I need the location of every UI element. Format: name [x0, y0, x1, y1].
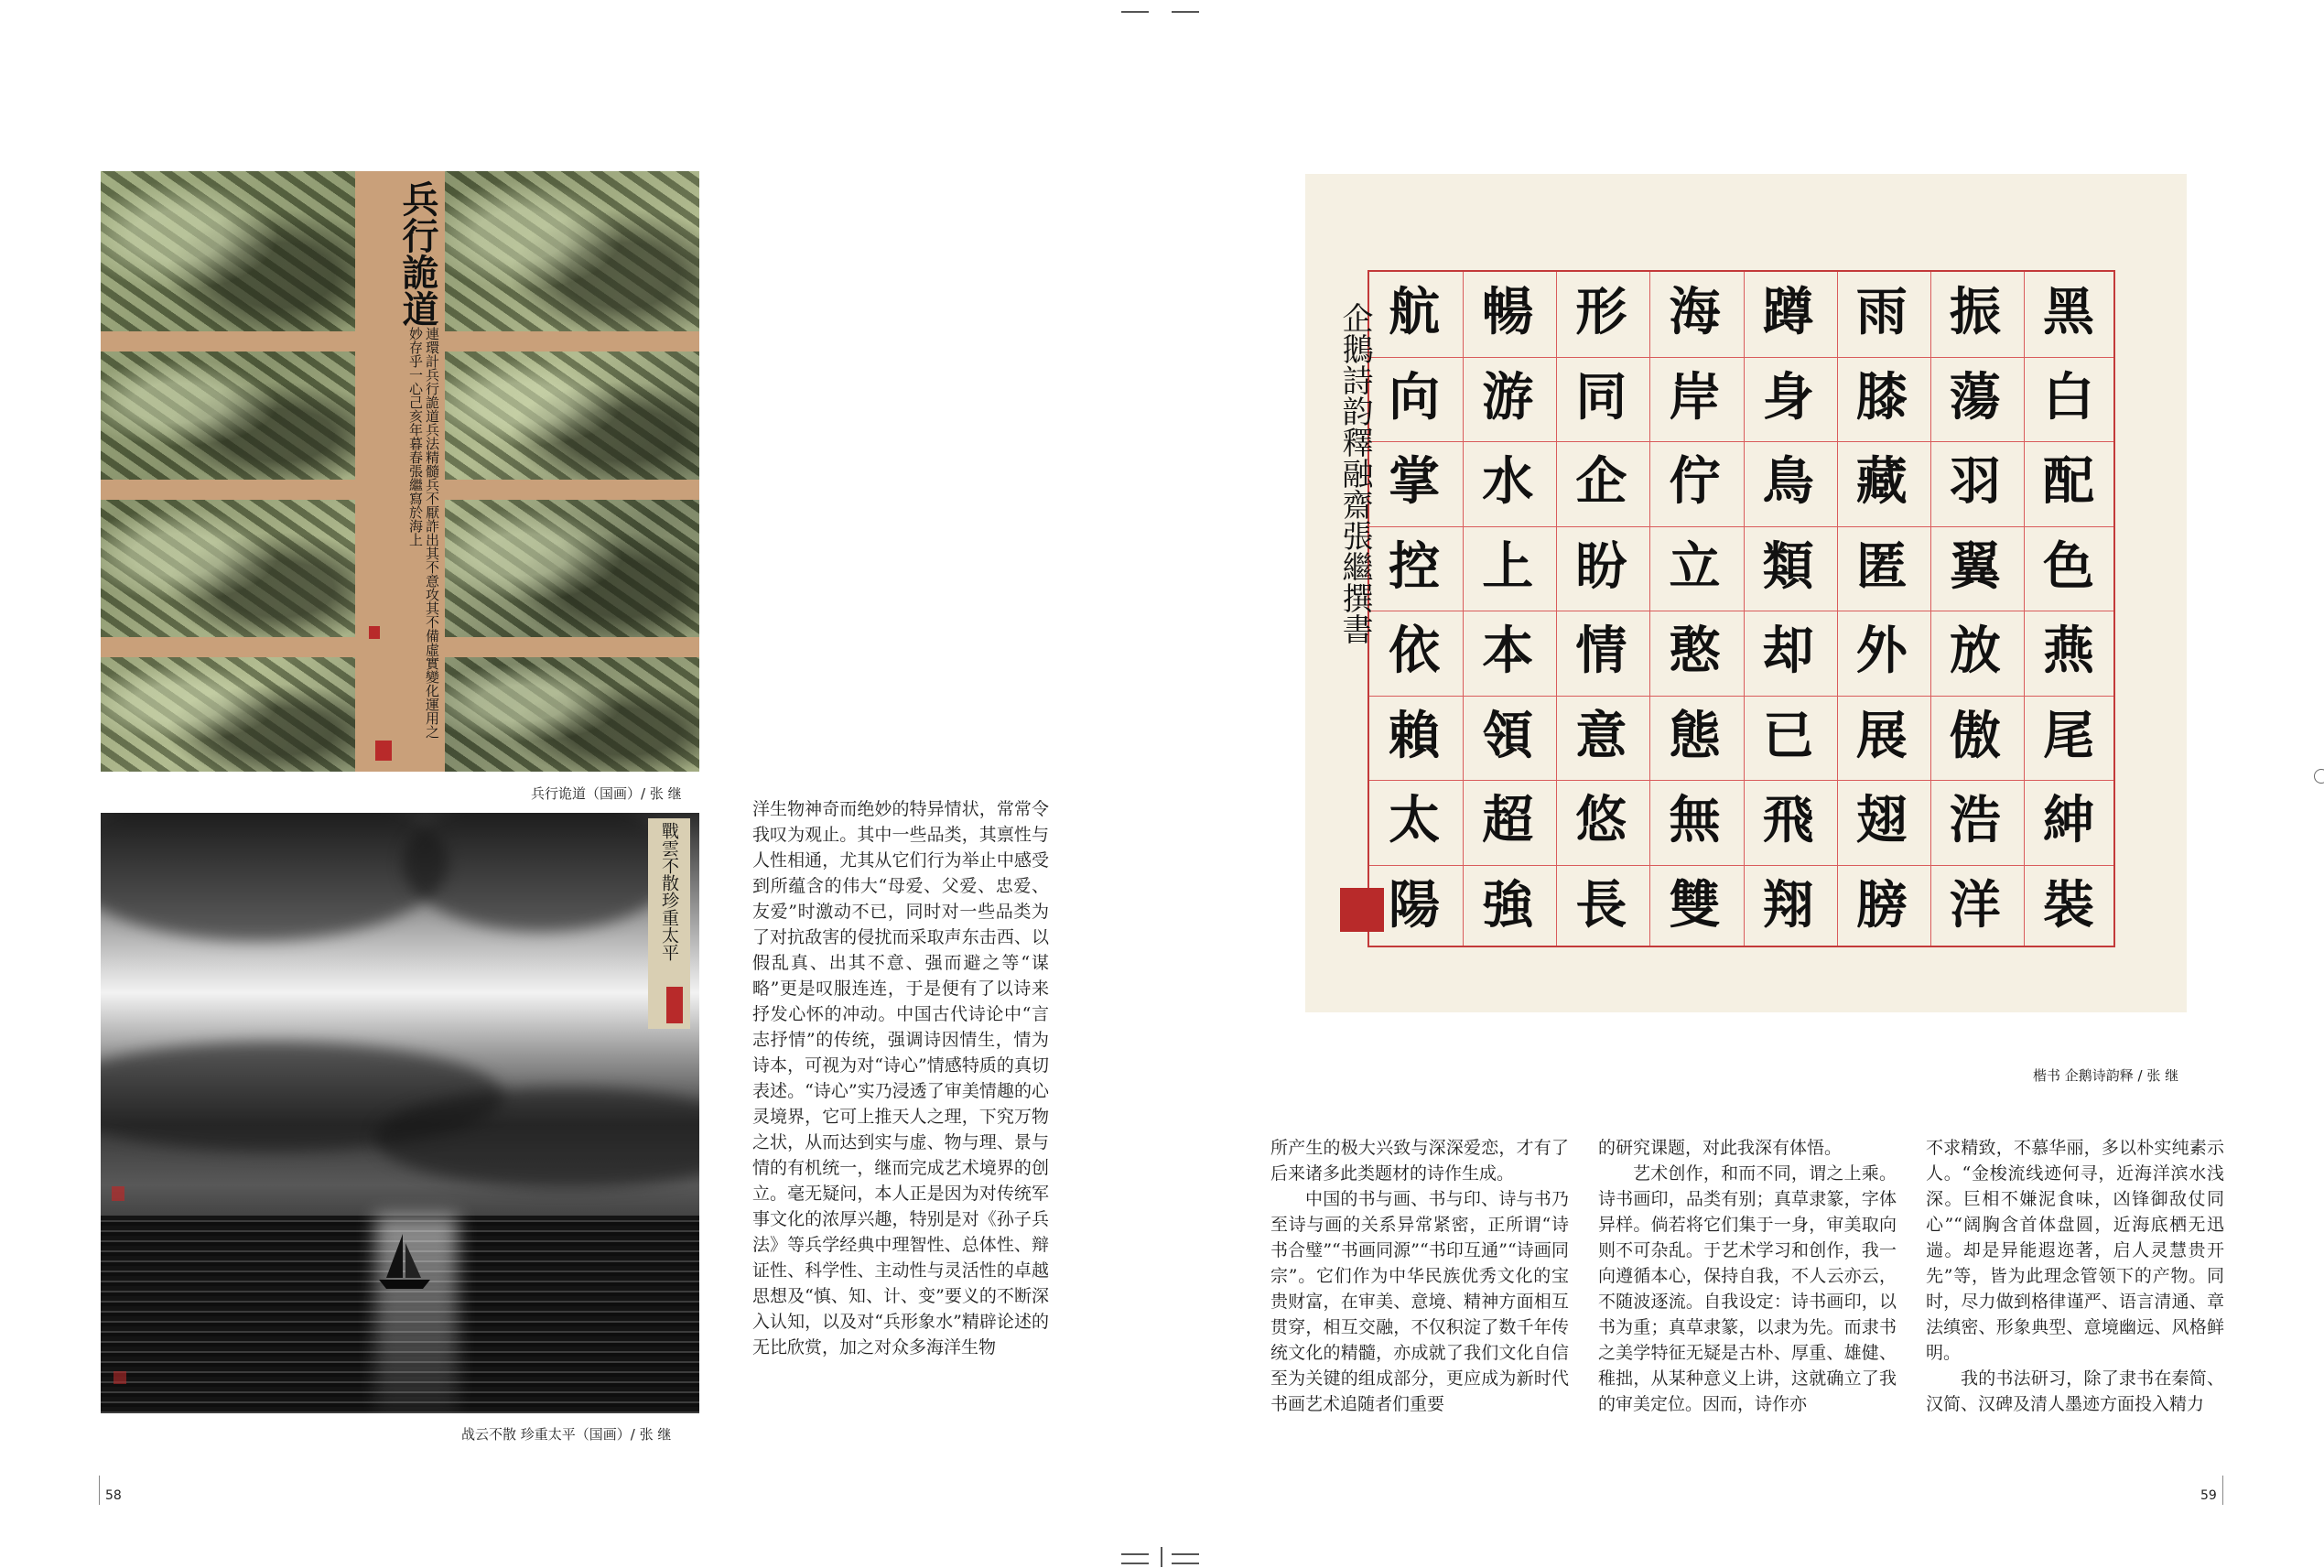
calligraphy-char: 悠 — [1575, 790, 1627, 851]
calligraphy-char: 黑 — [2042, 282, 2094, 343]
calligraphy-char: 外 — [1855, 621, 1908, 682]
red-seal — [1340, 888, 1384, 932]
red-seal — [113, 1371, 126, 1384]
page-margin-mark — [2222, 1476, 2223, 1505]
grid-line — [1744, 272, 1745, 946]
calligraphy-char: 依 — [1389, 621, 1441, 682]
calligraphy-char: 憨 — [1669, 621, 1721, 682]
calligraphy-char: 暢 — [1482, 282, 1534, 343]
crop-mark — [1172, 1563, 1199, 1564]
octopus-tile — [101, 657, 355, 772]
calligraphy-char: 游 — [1482, 366, 1534, 427]
calligraphy-artwork — [1305, 174, 2187, 1012]
calligraphy-char: 羽 — [1949, 451, 2001, 513]
red-seal — [369, 626, 380, 639]
calligraphy-char: 控 — [1389, 535, 1441, 597]
calligraphy-char: 雙 — [1669, 874, 1721, 935]
octopus-tile — [445, 171, 699, 331]
crop-mark — [1172, 11, 1199, 13]
calligraphy-char: 浩 — [1949, 790, 2001, 851]
calligraphy-char: 膝 — [1855, 366, 1908, 427]
crop-mark — [1121, 1553, 1149, 1555]
grid-line — [1930, 272, 1931, 946]
calligraphy-char: 強 — [1482, 874, 1534, 935]
calligraphy-char: 紳 — [2042, 790, 2094, 851]
calligraphy-char: 長 — [1575, 874, 1627, 935]
red-seal — [666, 987, 683, 1023]
calligraphy-char: 佇 — [1669, 451, 1721, 513]
right-text-column-1 — [1270, 1135, 1569, 1417]
calligraphy-char: 翼 — [1949, 535, 2001, 597]
octopus-tile — [445, 351, 699, 480]
body-paragraph: 我的书法研习，除了隶书在秦简、汉简、汉碑及清人墨迹方面投入精力 — [1926, 1368, 2224, 1414]
painting-bingxing-guidao — [101, 171, 699, 772]
octopus-tile — [101, 351, 355, 480]
red-seal — [112, 1186, 124, 1201]
calligraphy-char: 傲 — [1949, 705, 2001, 766]
calligraphy-char: 色 — [2042, 535, 2094, 597]
calligraphy-char: 飛 — [1762, 790, 1814, 851]
calligraphy-char: 太 — [1389, 790, 1441, 851]
grid-line — [1649, 272, 1650, 946]
calligraphy-char: 已 — [1762, 705, 1814, 766]
grid-line — [1463, 272, 1464, 946]
painting-zhanyun-busan — [101, 813, 699, 1413]
body-paragraph: 中国的书与画、书与印、诗与书乃至诗与画的关系异常紧密，正所谓“诗书合璧”“书画同源”“书印互通”“诗画同宗”。它们作为中华民族优秀文化的宝贵财富，在审美、意境、精神方面相互贯穿，相互交融，不仅积淀了数千年传统文化的精髓，亦成就了我们文化自信至为关键的组成部分，更应成为新时代书画艺术追随者们重要 — [1270, 1189, 1569, 1414]
calligraphy-char: 身 — [1762, 366, 1814, 427]
calligraphy-char: 形 — [1575, 282, 1627, 343]
sailboat-icon — [375, 1230, 434, 1303]
calligraphy-char: 岸 — [1669, 366, 1721, 427]
body-paragraph: 的研究课题，对此我深有体悟。 — [1598, 1138, 1843, 1158]
calligraphy-char: 盼 — [1575, 535, 1627, 597]
right-text-column-3 — [1926, 1135, 2224, 1417]
calligraphy-char: 雨 — [1855, 282, 1908, 343]
calligraphy-char: 膀 — [1855, 874, 1908, 935]
crop-mark — [1121, 1563, 1149, 1564]
page-number-left: 58 — [105, 1488, 122, 1503]
calligraphy-char: 翔 — [1762, 874, 1814, 935]
body-paragraph: 洋生物神奇而绝妙的特异情状，常常令我叹为观止。其中一些品类，其禀性与人性相通，尤其从它们行为举止中感受到所蕴含的伟大“母爱、父爱、忠爱、友爱”时激动不已，同时对一些品类为了对抗敌害的侵扰而采取声东击西、以假乱真、出其不意、强而避之等“谋略”更是叹服连连，于是便有了以诗来抒发心怀的冲动。中国古代诗论中“言志抒情”的传统，强调诗因情生，情为诗本，可视为对“诗心”情感特质的真切表述。“诗心”实乃浸透了审美情趣的心灵境界，它可上推天人之理，下究万物之状，从而达到实与虚、物与理、景与情的有机统一，继而完成艺术境界的创立。毫无疑问，本人正是因为对传统军事文化的浓厚兴趣，特别是对《孙子兵法》等兵学经典中理智性、总体性、辩证性、科学性、主动性与灵活性的卓越思想及“慎、知、计、变”要义的不断深入认知，以及对“兵形象水”精辟论述的无比欣赏，加之对众多海洋生物 — [752, 799, 1049, 1357]
crop-mark — [1121, 11, 1149, 13]
calligraphy-char: 洋 — [1949, 874, 2001, 935]
octopus-tile — [445, 657, 699, 772]
calligraphy-char: 裝 — [2042, 874, 2094, 935]
crop-mark — [1161, 1547, 1162, 1567]
page-margin-mark — [99, 1476, 100, 1505]
registration-mark — [2314, 769, 2324, 784]
grid-line — [1556, 272, 1557, 946]
calligraphy-char: 向 — [1389, 366, 1441, 427]
calligraphy-char: 匿 — [1855, 535, 1908, 597]
octopus-tile — [101, 500, 355, 637]
octopus-tile — [101, 171, 355, 331]
calligraphy-char: 上 — [1482, 535, 1534, 597]
calligraphy-char: 情 — [1575, 621, 1627, 682]
octopus-tile — [445, 500, 699, 637]
right-text-column-2 — [1598, 1135, 1897, 1417]
crop-mark — [1172, 1553, 1199, 1555]
calligraphy-char: 同 — [1575, 366, 1627, 427]
red-seal — [375, 741, 392, 761]
calligraphy-char: 藏 — [1855, 451, 1908, 513]
calligraphy-char: 却 — [1762, 621, 1814, 682]
grid-line — [1837, 272, 1838, 946]
calligraphy-char: 蹲 — [1762, 282, 1814, 343]
calligraphy-char: 放 — [1949, 621, 2001, 682]
calligraphy-char: 白 — [2042, 366, 2094, 427]
calligraphy-char: 意 — [1575, 705, 1627, 766]
body-paragraph: 艺术创作，和而不同，谓之上乘。诗书画印，品类有别；真草隶篆，字体异样。倘若将它们集于一身，审美取向则不可杂乱。于艺术学习和创作，我一向遵循本心，保持自我，不人云亦云，不随波逐流。自我设定：诗书画印，以书为重；真草隶篆，以隶为先。而隶书之美学特征无疑是古朴、厚重、雄健、稚拙，从某种意义上讲，这就确立了我的审美定位。因而，诗作亦 — [1598, 1163, 1897, 1414]
calligraphy-char: 航 — [1389, 282, 1441, 343]
painting2-inscription: 戰雲不散珍重太平 — [648, 818, 690, 1029]
left-text-column — [752, 796, 1049, 1360]
body-paragraph: 不求精致，不慕华丽，多以朴实纯素示人。“金梭流线迹何寻，近海洋滨水浅深。巨相不嫌泥食味，凶锋御敌仗同心”“阔胸含首体盘圆，近海底栖无迅遄。却是异能遐迩著，启人灵慧贵开先”等，皆为此理念管领下的产物。同时，尽力做到格律谨严、语言清通、章法缜密、形象典型、意境幽远、风格鲜明。 — [1926, 1138, 2224, 1363]
calligraphy-char: 立 — [1669, 535, 1721, 597]
calligraphy-char: 陽 — [1389, 874, 1441, 935]
calligraphy-char: 配 — [2042, 451, 2094, 513]
painting1-caption: 兵行诡道（国画）/ 张 继 — [531, 785, 682, 802]
calligraphy-char: 賴 — [1389, 705, 1441, 766]
calligraphy-char: 振 — [1949, 282, 2001, 343]
calligraphy-char: 尾 — [2042, 705, 2094, 766]
calligraphy-char: 無 — [1669, 790, 1721, 851]
grid-line — [2024, 272, 2025, 946]
calligraphy-char: 超 — [1482, 790, 1534, 851]
painting1-title: 兵行詭道 — [396, 180, 439, 327]
painting2-caption: 战云不散 珍重太平（国画）/ 张 继 — [461, 1426, 672, 1443]
dark-cloud — [101, 813, 449, 941]
calligraphy-char: 領 — [1482, 705, 1534, 766]
calligraphy-char: 海 — [1669, 282, 1721, 343]
painting1-inscription: 連環計兵行詭道兵法精髓兵不厭詐出其不意攻其不備虛實變化運用之妙存乎一心己亥年暮春張繼寫於海上 — [407, 327, 440, 739]
calligraphy-char: 翅 — [1855, 790, 1908, 851]
body-paragraph: 所产生的极大兴致与深深爱恋，才有了后来诸多此类题材的诗作生成。 — [1270, 1138, 1569, 1184]
calligraphy-char: 水 — [1482, 451, 1534, 513]
calligraphy-char: 展 — [1855, 705, 1908, 766]
calligraphy-signature: 企鵝詩韵釋融齋張繼撰書 — [1336, 302, 1373, 644]
calligraphy-char: 本 — [1482, 621, 1534, 682]
calligraphy-char: 類 — [1762, 535, 1814, 597]
calligraphy-char: 態 — [1669, 705, 1721, 766]
calligraphy-caption: 楷书 企鹅诗韵释 / 张 继 — [2033, 1067, 2179, 1084]
calligraphy-char: 掌 — [1389, 451, 1441, 513]
calligraphy-char: 企 — [1575, 451, 1627, 513]
calligraphy-char: 燕 — [2042, 621, 2094, 682]
calligraphy-char: 鳥 — [1762, 451, 1814, 513]
page-number-right: 59 — [2200, 1488, 2217, 1503]
dark-cloud — [403, 813, 677, 932]
calligraphy-char: 蕩 — [1949, 366, 2001, 427]
